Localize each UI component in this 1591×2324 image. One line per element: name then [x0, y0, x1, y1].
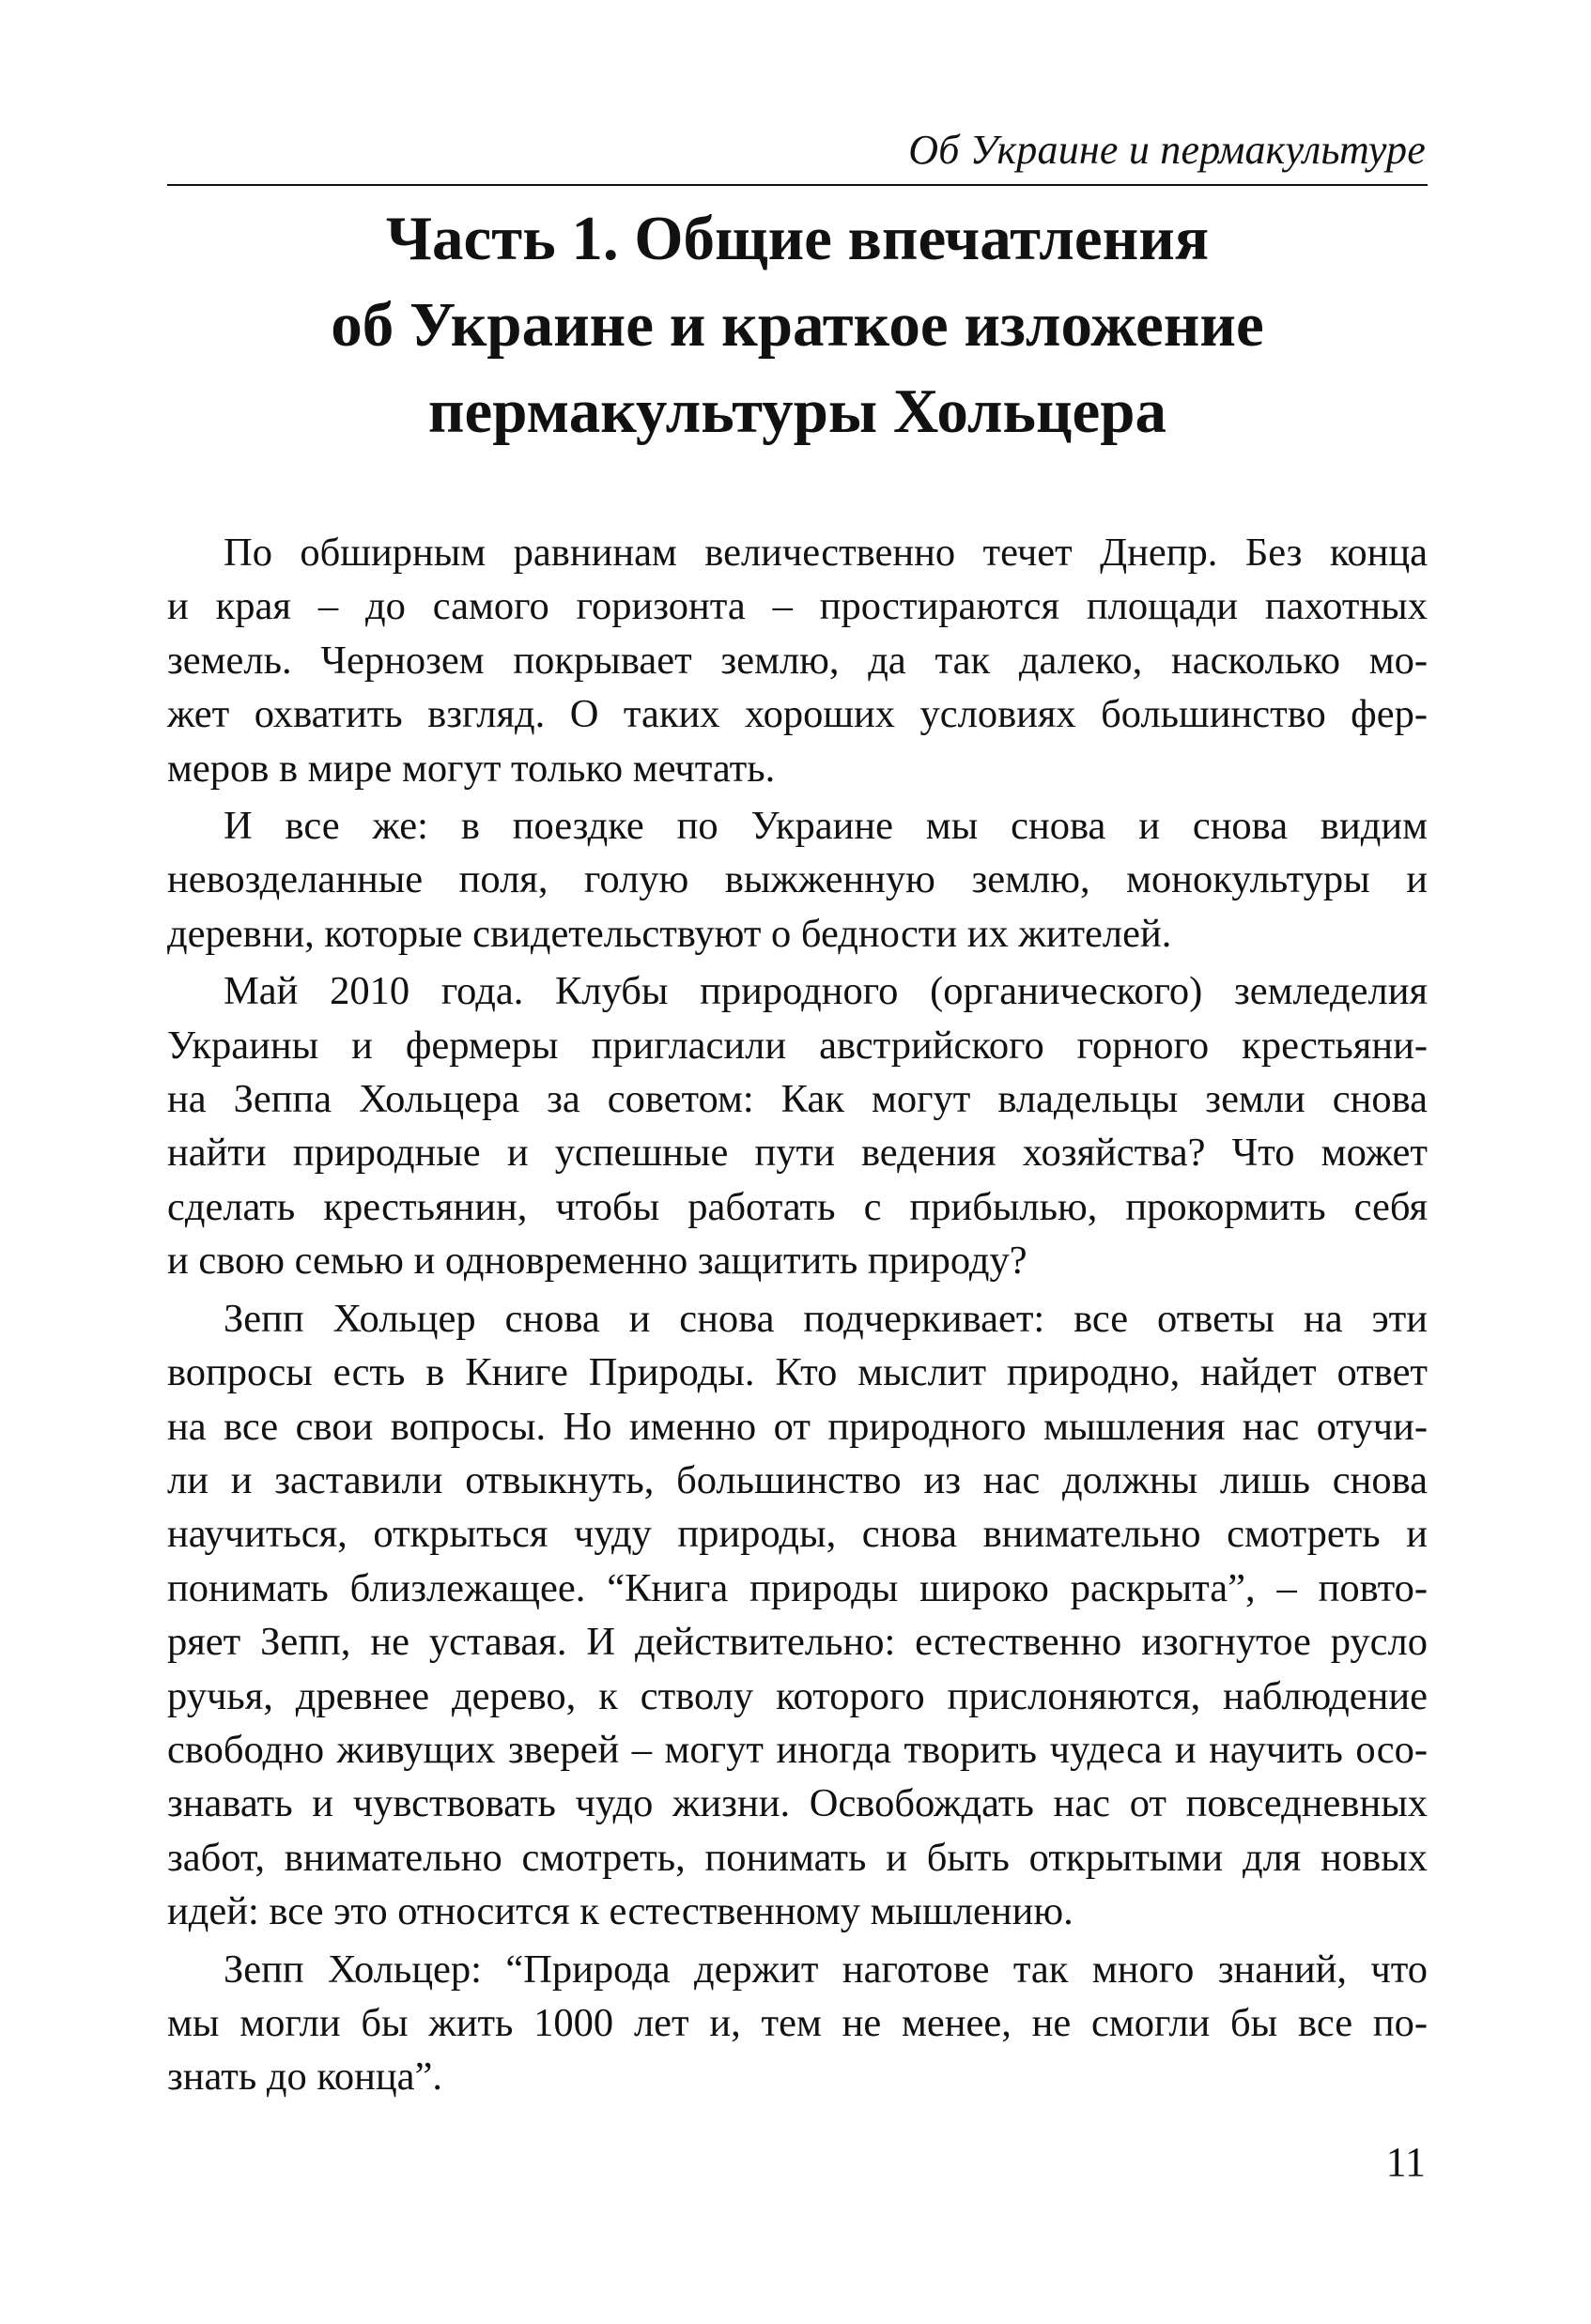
text-line: понимать близлежащее. “Книга природы широко раскрыта”, – повто-	[167, 1565, 1428, 1610]
body-text	[167, 526, 1428, 2108]
text-line: меров в мире могут только мечтать.	[167, 746, 776, 791]
text-line: на Зеппа Хольцера за советом: Как могут владельцы земли снова	[167, 1077, 1428, 1122]
text-line: Зепп Хольцер: “Природа держит наготове так много знаний, что	[224, 1947, 1428, 1992]
header-rule	[167, 184, 1428, 186]
text-line: найти природные и успешные пути ведения хозяйства? Что может	[167, 1131, 1428, 1176]
text-line: знать до конца”.	[167, 2055, 442, 2100]
text-line: ряет Зепп, не уставая. И действительно: естественно изогнутое русло	[167, 1620, 1428, 1665]
chapter-title-line: Часть 1. Общие впечатления	[385, 204, 1210, 273]
text-line: жет охватить взгляд. О таких хороших условиях большинство фер-	[167, 692, 1428, 737]
paragraph	[167, 1292, 1428, 1939]
text-line: земель. Чернозем покрывает землю, да так далеко, насколько мо-	[167, 638, 1428, 683]
text-line: идей: все это относится к естественному мышлению.	[167, 1889, 1074, 1934]
page-number: 11	[1385, 2139, 1426, 2185]
text-line: ли и заставили отвыкнуть, большинство из нас должны лишь снова	[167, 1457, 1428, 1502]
text-line: Май 2010 года. Клубы природного (органического) земледелия	[224, 969, 1428, 1014]
text-line: невозделанные поля, голую выжженную землю, монокультуры и	[167, 857, 1428, 902]
text-line: вопросы есть в Книге Природы. Кто мыслит природно, найдет ответ	[167, 1350, 1428, 1395]
text-line: мы могли бы жить 1000 лет и, тем не менее, не смогли бы все по-	[167, 2000, 1428, 2045]
paragraph	[167, 526, 1428, 795]
running-header: Об Украине и пермакультуре	[908, 127, 1426, 173]
text-line: на все свои вопросы. Но именно от природного мышления нас отучи-	[167, 1404, 1428, 1449]
text-line: знавать и чувствовать чудо жизни. Освобождать нас от повседневных	[167, 1781, 1428, 1826]
paragraph	[167, 964, 1428, 1287]
text-line: забот, внимательно смотреть, понимать и быть открытыми для новых	[167, 1835, 1428, 1880]
text-line: Украины и фермеры пригласили австрийского горного крестьяни-	[167, 1023, 1428, 1068]
text-line: По обширным равнинам величественно течет Днепр. Без конца	[224, 531, 1428, 575]
chapter-title-line: об Украине и краткое изложение	[331, 290, 1264, 360]
text-line: Зепп Хольцер снова и снова подчеркивает: все ответы на эти	[224, 1296, 1428, 1341]
text-line: научиться, открыться чуду природы, снова внимательно смотреть и	[167, 1512, 1428, 1557]
text-line: деревни, которые свидетельствуют о бедности их жителей.	[167, 911, 1172, 956]
chapter-title	[167, 195, 1428, 454]
paragraph	[167, 1943, 1428, 2104]
text-line: и свою семью и одновременно защитить природу?	[167, 1239, 1027, 1284]
text-line: ручья, древнее дерево, к стволу которого прислоняются, наблюдение	[167, 1673, 1428, 1718]
text-line: свободно живущих зверей – могут иногда творить чудеса и научить осо-	[167, 1727, 1428, 1772]
text-line: сделать крестьянин, чтобы работать с прибылью, прокормить себя	[167, 1184, 1428, 1229]
text-line: и края – до самого горизонта – простираются площади пахотных	[167, 584, 1428, 629]
chapter-title-line: пермакультуры Хольцера	[427, 377, 1167, 446]
text-line: И все же: в поездке по Украине мы снова и снова видим	[224, 804, 1428, 849]
paragraph	[167, 799, 1428, 961]
